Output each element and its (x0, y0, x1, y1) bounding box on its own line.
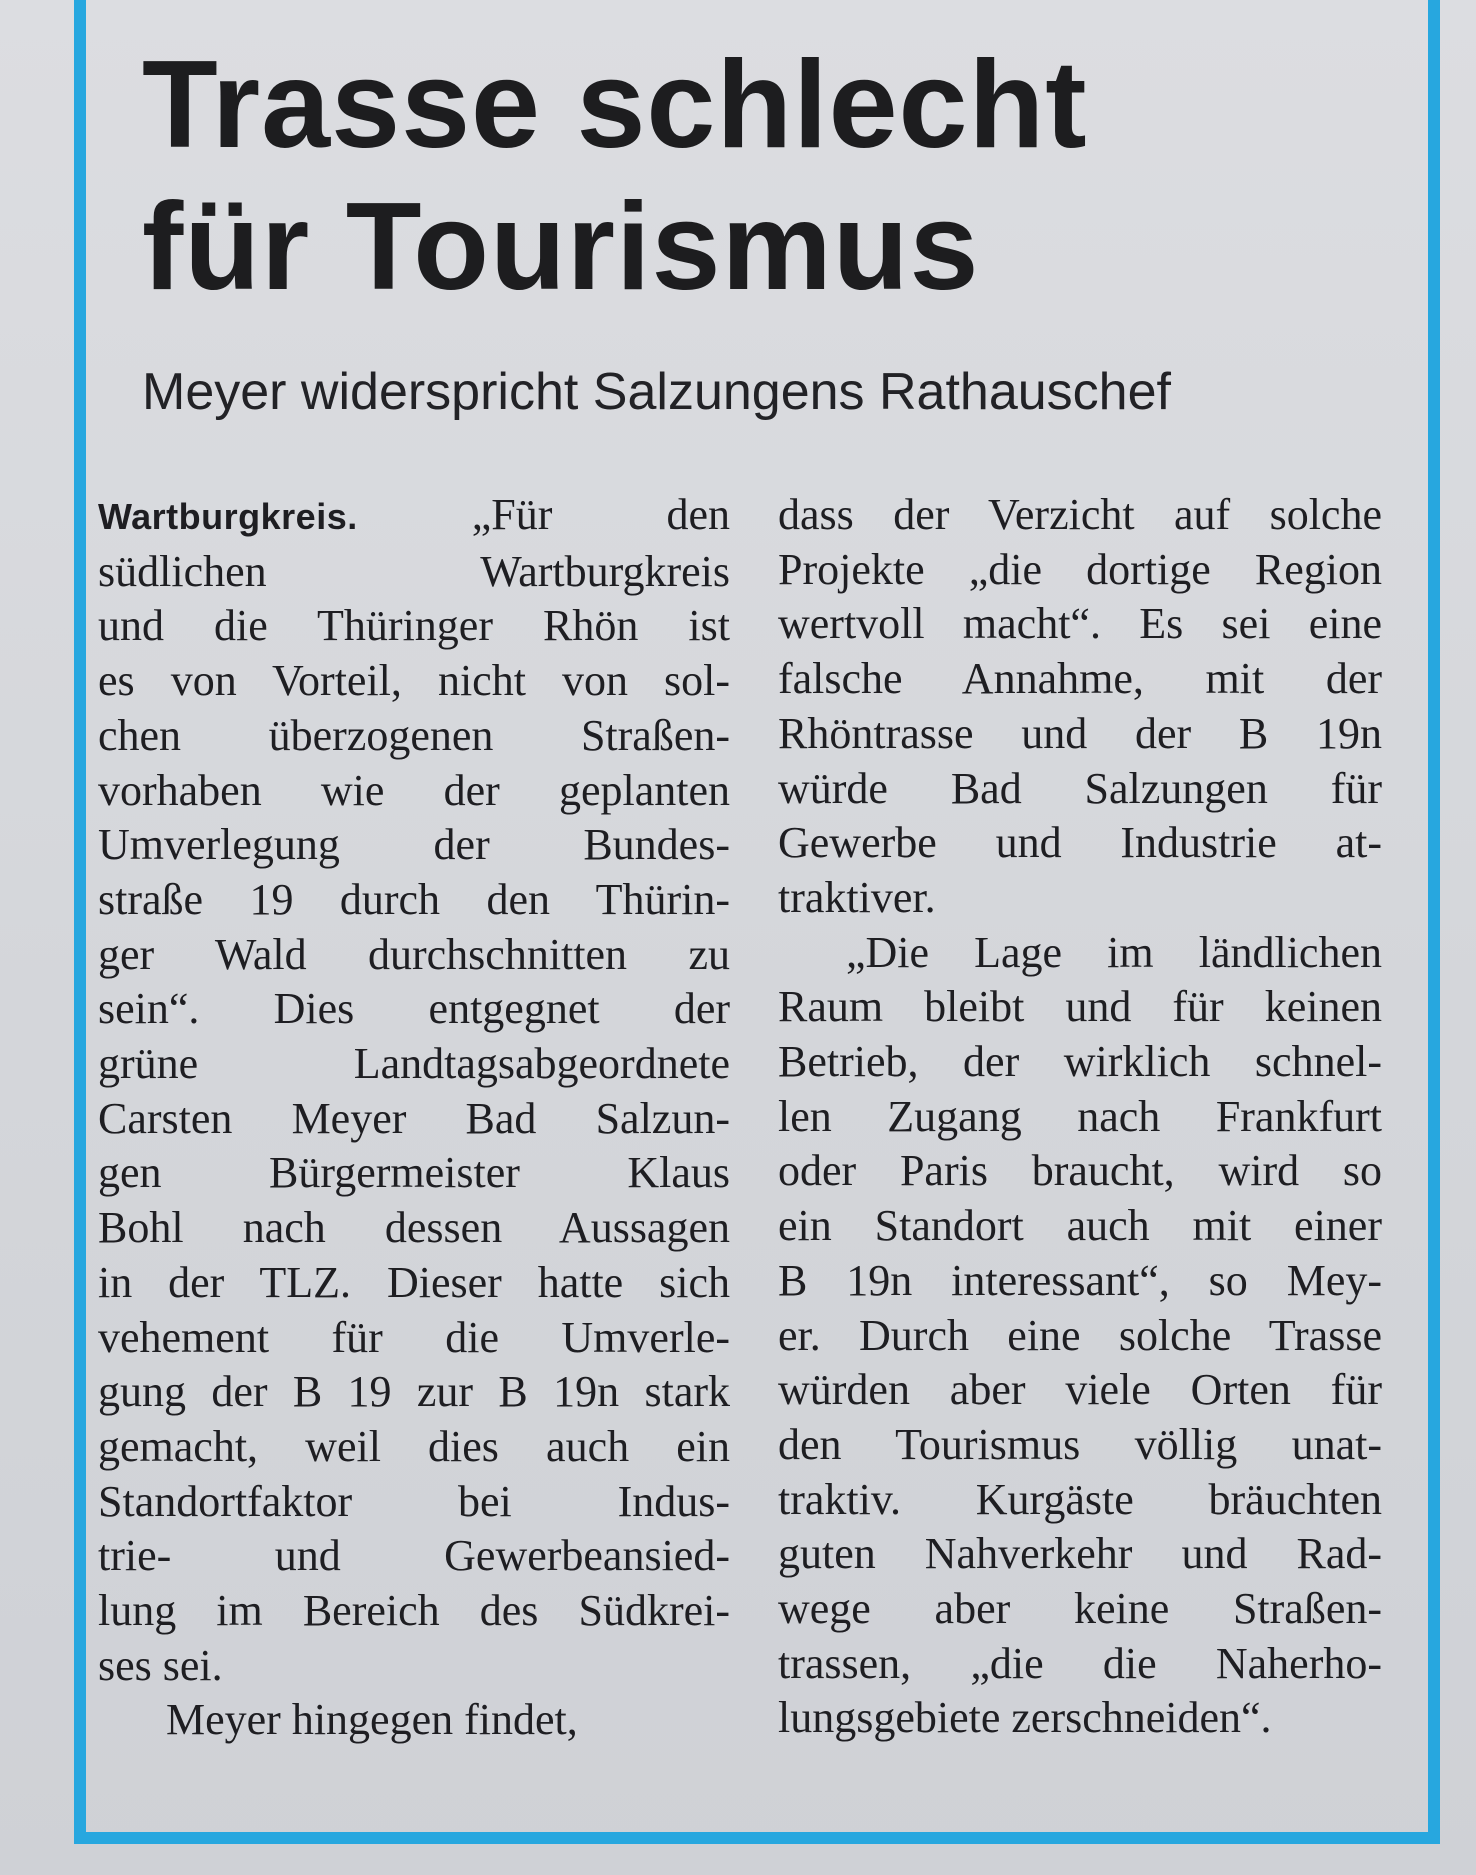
body-line: Rhöntrasse und der B 19n (778, 708, 1382, 758)
body-line: Standortfaktor bei Indus- (98, 1476, 730, 1526)
body-line: lungsgebiete zerschneiden“. (778, 1693, 1272, 1743)
body-line: Carsten Meyer Bad Salzun- (98, 1093, 730, 1143)
body-line: südlichen Wartburgkreis (98, 546, 730, 596)
body-line: Gewerbe und Industrie at- (778, 818, 1382, 868)
body-line: falsche Annahme, mit der (778, 654, 1382, 704)
body-line: „Für den (471, 490, 731, 539)
body-line: lung im Bereich des Südkrei- (98, 1586, 730, 1636)
body-line: trassen, „die die Naherho- (778, 1638, 1382, 1688)
body-line: guten Nahverkehr und Rad- (778, 1529, 1382, 1579)
body-line: und die Thüringer Rhön ist (98, 601, 730, 651)
body-line: vorhaben wie der geplanten (98, 765, 730, 815)
body-line: gemacht, weil dies auch ein (98, 1421, 730, 1471)
paragraph-start-line: Meyer hingegen findet, (166, 1695, 578, 1745)
body-line: sein“. Dies entgegnet der (98, 984, 730, 1034)
body-line: traktiver. (778, 872, 936, 922)
body-line: würden aber viele Orten für (778, 1365, 1382, 1415)
body-line: wege aber keine Straßen- (778, 1584, 1382, 1634)
body-line: len Zugang nach Frankfurt (778, 1091, 1382, 1141)
body-line: Betrieb, der wirklich schnel- (778, 1037, 1382, 1087)
article (86, 0, 1428, 1832)
body-line: vehement für die Umverle- (98, 1312, 730, 1362)
body-line: würde Bad Salzungen für (778, 763, 1382, 813)
body-line: den Tourismus völlig unat- (778, 1419, 1382, 1469)
body-line: gung der B 19 zur B 19n stark (98, 1367, 730, 1417)
body-line: gen Bürgermeister Klaus (98, 1148, 730, 1198)
body-line: es von Vorteil, nicht von sol- (98, 656, 730, 706)
body-line: oder Paris braucht, wird so (778, 1146, 1382, 1196)
body-line: dass der Verzicht auf solche (778, 490, 1382, 539)
body-line: Raum bleibt und für keinen (778, 982, 1382, 1032)
body-line: grüne Landtagsabgeordnete (98, 1039, 730, 1089)
body-line: er. Durch eine solche Trasse (778, 1310, 1382, 1360)
body-line: ses sei. (98, 1640, 223, 1690)
left-column (98, 488, 730, 1748)
body-line: Bohl nach dessen Aussagen (98, 1203, 730, 1253)
body-line: traktiv. Kurgäste bräuchten (778, 1474, 1382, 1524)
body-line: chen überzogenen Straßen- (98, 710, 730, 760)
body-line: in der TLZ. Dieser hatte sich (98, 1257, 730, 1307)
first-line (98, 488, 730, 545)
body-line: Projekte „die dortige Region (778, 544, 1382, 594)
subheadline: Meyer widerspricht Salzungens Rathauschef (142, 363, 1171, 421)
body-line: B 19n interessant“, so Mey- (778, 1255, 1382, 1305)
headline-line-1: Trasse schlecht (142, 36, 1088, 174)
body-line: wertvoll macht“. Es sei eine (778, 599, 1382, 649)
dateline: Wartburgkreis. (98, 496, 358, 537)
body-line: straße 19 durch den Thürin- (98, 874, 730, 924)
paragraph-start-line: „Die Lage im ländlichen (846, 927, 1382, 977)
body-line: trie- und Gewerbeansied- (98, 1531, 730, 1581)
right-column (778, 488, 1382, 1746)
body-line: Umverlegung der Bundes- (98, 820, 730, 870)
headline (142, 34, 1088, 318)
body-line: ger Wald durchschnitten zu (98, 929, 730, 979)
body-line: ein Standort auch mit einer (778, 1201, 1382, 1251)
headline-line-2: für Tourismus (142, 178, 980, 316)
